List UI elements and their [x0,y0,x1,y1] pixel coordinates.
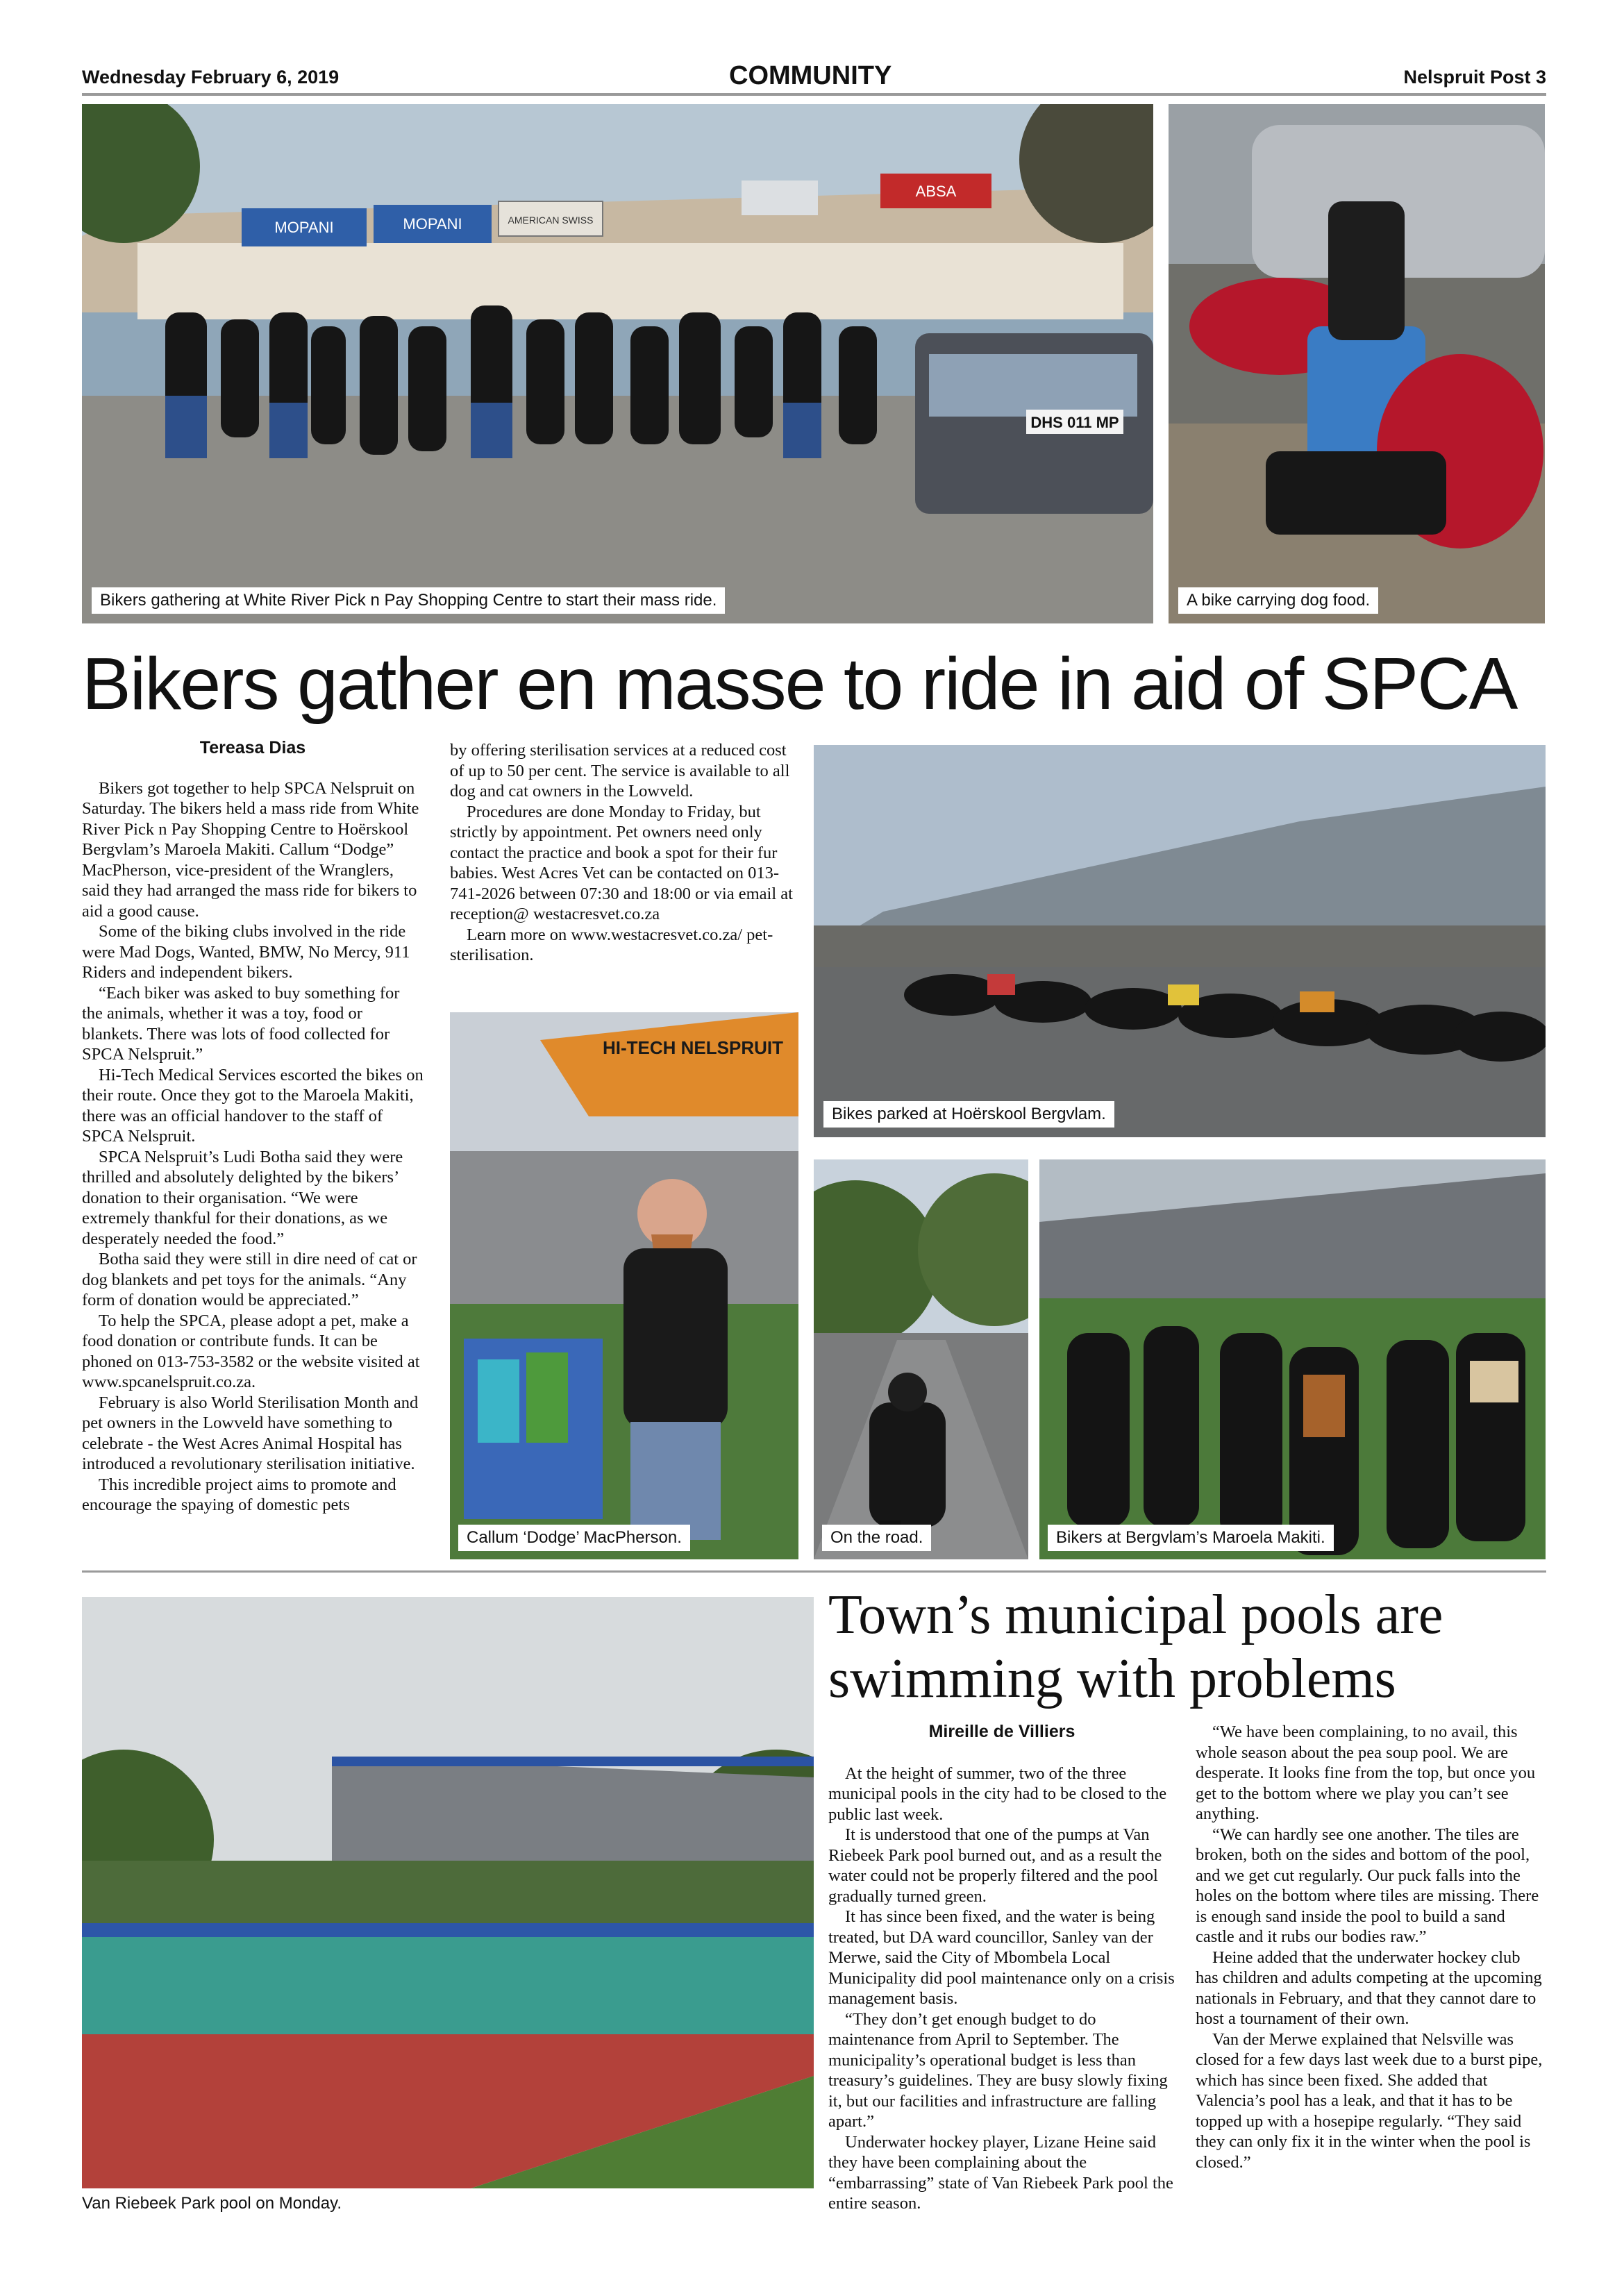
article2-para: “They don’t get enough budget to do maintenance from April to September. The municipality’s operational budget is less than treasury’s guidelines. They are busy slowly fixing it, but our facilities and infrastructure are falling apart.” [828,2009,1168,2131]
article1-column2 [450,740,798,966]
article1-para: Some of the biking clubs involved in the ride were Mad Dogs, Wanted, BMW, No Mercy, 911 Riders and independent bikers. [82,922,410,982]
article1-para: Bikers got together to help SPCA Nelspruit on Saturday. The bikers held a mass ride from White River Pick n Pay Shopping Centre to Hoërskool Bergvlam’s Maroela Makiti. Callum “Dodge” MacPherson, vice-president of the Wranglers, said they had arranged the mass ride for bikers to aid a good cause. [82,778,419,921]
photo-bikers-gathering [82,104,1153,623]
caption-bike-dog-food: A bike carrying dog food. [1178,587,1378,614]
caption-bikers-gathering: Bikers gathering at White River Pick n Pay Shopping Centre to start their mass ride. [92,587,725,614]
article1-para: Learn more on www.westacresvet.co.za/ pet-sterilisation. [450,925,773,964]
article2-column1 [828,1722,1175,2214]
article1-para: Hi-Tech Medical Services escorted the bikes on their route. Once they got to the Maroela Makiti, there was an official handover to the staff of SPCA Nelspruit. [82,1065,424,1146]
caption-bikes-parked: Bikes parked at Hoërskool Bergvlam. [823,1101,1114,1128]
caption-pool: Van Riebeek Park pool on Monday. [82,2194,342,2213]
photo-on-the-road [814,1159,1028,1559]
article2-para: Van der Merwe explained that Nelsville was closed for a few days last week due to a burst pipe, which has since been fixed. She added that Valencia’s pool has a leak, and that it has to be topped up with a hosepipe regularly. “They said they can only fix it in the winter when the pool is closed.” [1196,2029,1543,2172]
article2-column2 [1196,1722,1543,2172]
article1-column1 [82,738,424,1516]
article2-para: Underwater hockey player, Lizane Heine said they have been complaining about the “embarrassing” state of Van Riebeek Park pool the entire season. [828,2132,1173,2213]
photo-bike-dog-food [1169,104,1545,623]
photo-callum [450,1012,798,1559]
article1-para: February is also World Sterilisation Month and pet owners in the Lowveld have something to celebrate - the West Acres Animal Hospital has introduced a revolutionary sterilisation initiative. [82,1393,419,1473]
caption-on-the-road: On the road. [822,1525,931,1551]
photo-bikes-parked [814,745,1546,1137]
headline-pools: Town’s municipal pools are swimming with problems [828,1584,1443,1709]
store-sign-4: ABSA [915,183,957,200]
header-rule [82,93,1546,96]
license-plate: DHS 011 MP [1030,414,1119,431]
article1-para: SPCA Nelspruit’s Ludi Botha said they were thrilled and absolutely delighted by the bikers’ donation to their organisation. “We were extremely thankful for their donations, as we desperately needed the food.” [82,1147,403,1248]
article2-para: It has since been fixed, and the water is being treated, but DA ward councillor, Sanley van der Merwe, said the City of Mbombela Local Municipality did pool maintenance only on a crisis management basis. [828,1907,1175,2008]
article1-para: “Each biker was asked to buy something for the animals, whether it was a toy, food or blankets. There was lots of food collected for SPCA Nelspruit.” [82,983,400,1064]
caption-maroela-makiti: Bikers at Bergvlam’s Maroela Makiti. [1048,1525,1334,1551]
article1-para: by offering sterilisation services at a reduced cost of up to 50 per cent. The service is available to all dog and cat owners in the Lowveld. [450,741,790,801]
issue-date: Wednesday February 6, 2019 [82,67,340,87]
store-sign-2: MOPANI [403,215,462,233]
photo-maroela-makiti [1039,1159,1546,1559]
section-divider [82,1570,1546,1573]
headline-bikers: Bikers gather en masse to ride in aid of SPCA [82,643,1517,725]
page-label: Nelspruit Post 3 [1403,67,1546,87]
byline-tereasa: Tereasa Dias [199,738,306,757]
article2-para: At the height of summer, two of the three municipal pools in the city had to be closed to the public last week. [828,1763,1167,1824]
store-sign-1: MOPANI [274,219,334,236]
tent-banner: HI-TECH NELSPRUIT [603,1037,783,1058]
article2-para: “We can hardly see one another. The tiles are broken, both on the sides and bottom of the pool, and we get cut regularly. Our puck falls into the holes on the bottom where tiles are missing. There is enough sand inside the pool to build a sand castle and it rubs our bodies raw.” [1196,1825,1539,1946]
caption-callum: Callum ‘Dodge’ MacPherson. [458,1525,690,1551]
article1-para: Botha said they were still in dire need of cat or dog blankets and pet toys for the animals. “Any form of donation would be appreciated.” [82,1250,417,1309]
article1-para: To help the SPCA, please adopt a pet, make a food donation or contribute funds. It can be phoned on 013-753-3582 or the website visited at www.spcanelspruit.co.za. [82,1311,420,1391]
section-title: COMMUNITY [729,61,892,90]
article1-para: This incredible project aims to promote and encourage the spaying of domestic pets [82,1475,396,1514]
article1-para: Procedures are done Monday to Friday, but strictly by appointment. Pet owners need only contact the practice and book a spot for their fur babies. West Acres Vet can be contacted on 013-741-2026 between 07:30 and 18:00 or via email at reception@ westacresvet.co.za [450,802,793,923]
article2-para: Heine added that the underwater hockey club has children and adults competing at the upcoming nationals in February, and that they cannot dare to host a tournament of their own. [1196,1947,1542,2028]
article2-para: “We have been complaining, to no avail, this whole season about the pea soup pool. We are desperate. It looks fine from the top, but once you get to the bottom where we play you can’t see anything. [1196,1723,1536,1823]
store-sign-3: AMERICAN SWISS [508,215,594,226]
article2-para: It is understood that one of the pumps at Van Riebeek Park pool burned out, and as a result the water could not be properly filtered and the pool gradually turned green. [828,1825,1162,1906]
byline-mireille: Mireille de Villiers [928,1722,1075,1741]
photo-pool [82,1597,814,2188]
